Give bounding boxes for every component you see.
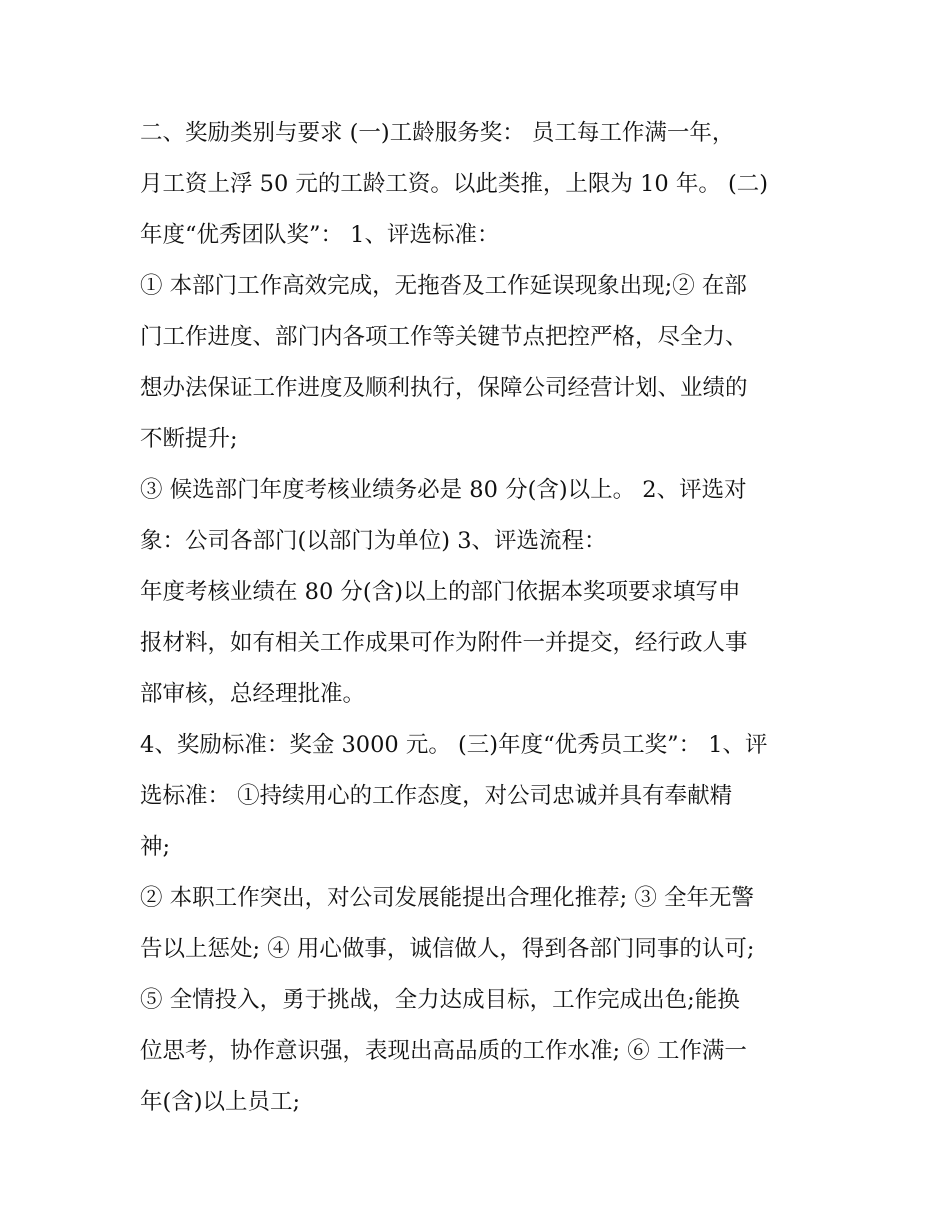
text-line: 想办法保证工作进度及顺利执行，保障公司经营计划、业绩的 bbox=[140, 375, 748, 401]
text-line: 年(含)以上员工; bbox=[140, 1089, 301, 1115]
text-line: 门工作进度、部门内各项工作等关键节点把控严格，尽全力、 bbox=[140, 324, 748, 350]
text-line: 选标准： ①持续用心的工作态度，对公司忠诚并具有奉献精 bbox=[140, 783, 733, 809]
text-line: ② 本职工作突出，对公司发展能提出合理化推荐; ③ 全年无警 bbox=[140, 885, 755, 911]
text-line: 象：公司各部门(以部门为单位) 3、评选流程： bbox=[140, 528, 607, 554]
text-line: 神; bbox=[140, 834, 171, 860]
text-line: 部审核，总经理批准。 bbox=[140, 681, 366, 707]
text-line: 位思考，协作意识强，表现出高品质的工作水准; ⑥ 工作满一 bbox=[140, 1038, 747, 1064]
text-line: ⑤ 全情投入，勇于挑战，全力达成目标，工作完成出色;能换 bbox=[140, 987, 740, 1013]
text-line: 月工资上浮 50 元的工龄工资。以此类推，上限为 10 年。 (二) bbox=[140, 171, 769, 197]
text-line: 年度考核业绩在 80 分(含)以上的部门依据本奖项要求填写申 bbox=[140, 579, 741, 605]
text-line: 年度“优秀团队奖”： 1、评选标准： bbox=[140, 222, 500, 248]
text-line: 4、奖励标准：奖金 3000 元。 (三)年度“优秀员工奖”： 1、评 bbox=[140, 732, 768, 758]
text-line: 二、奖励类别与要求 (一)工龄服务奖： 员工每工作满一年， bbox=[140, 120, 735, 146]
text-line: 告以上惩处; ④ 用心做事，诚信做人，得到各部门同事的认可; bbox=[140, 936, 755, 962]
text-line: ③ 候选部门年度考核业绩务必是 80 分(含)以上。 2、评选对 bbox=[140, 477, 747, 503]
text-line: 报材料，如有相关工作成果可作为附件一并提交，经行政人事 bbox=[140, 630, 748, 656]
text-line: 不断提升; bbox=[140, 426, 238, 452]
text-line: ① 本部门工作高效完成，无拖沓及工作延误现象出现;② 在部 bbox=[140, 273, 747, 299]
